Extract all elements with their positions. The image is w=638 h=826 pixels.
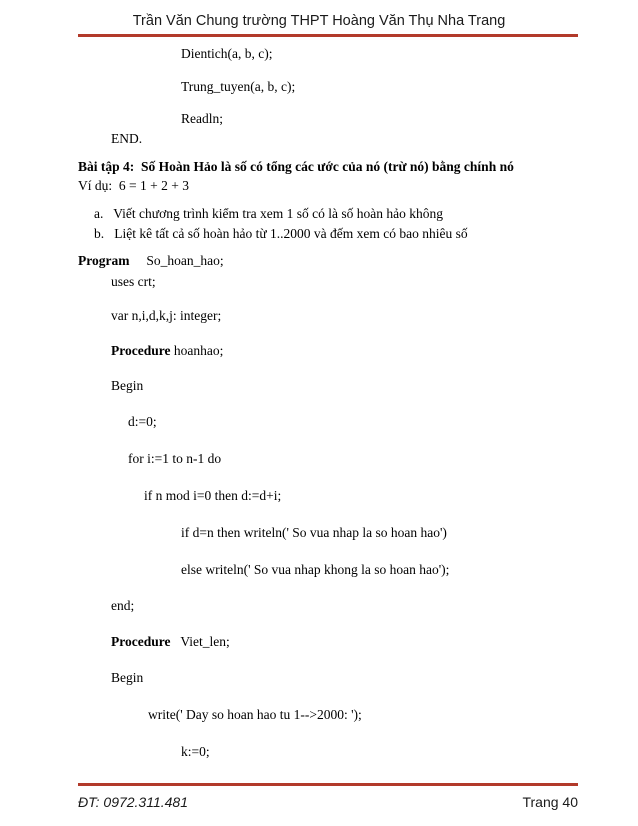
code-line [111,343,223,359]
code-line: d:=0; [128,414,157,429]
program-name: So_hoan_hao; [129,253,224,268]
code-line: else writeln(' So vua nhap khong la so hoan hao'); [181,562,450,577]
code-line: Trung_tuyen(a, b, c); [181,79,296,94]
task-item: b. Liệt kê tất cả số hoàn hảo từ 1..2000 và đếm xem có bao nhiêu số [94,226,468,241]
code-line: if d=n then writeln(' So vua nhap la so hoan hao') [181,525,447,540]
program-line [78,253,224,269]
code-line: END. [111,131,143,146]
task-item: a. Viết chương trình kiểm tra xem 1 số có là số hoàn hảo không [94,206,443,221]
code-line [111,634,230,650]
page-number: Trang 40 [522,794,578,810]
code-line: end; [111,598,135,613]
code-line: uses crt; [111,274,156,289]
code-line: Begin [111,670,144,685]
code-line: Begin [111,378,144,393]
footer-rule [78,783,578,786]
keyword: Procedure [111,634,171,649]
footer-phone: ĐT: 0972.311.481 [78,794,189,810]
code-line: for i:=1 to n-1 do [128,451,222,466]
keyword: Procedure [111,343,171,358]
code-line: k:=0; [181,744,210,759]
code-line: var n,i,d,k,j: integer; [111,308,222,323]
code-line: if n mod i=0 then d:=d+i; [144,488,282,503]
procedure-name: hoanhao; [170,343,224,358]
page-header: Trần Văn Chung trường THPT Hoàng Văn Thụ Nha Trang [132,13,506,29]
code-line: write(' Day so hoan hao tu 1-->2000: '); [148,707,362,722]
keyword: Program [78,253,130,268]
code-line: Dientich(a, b, c); [181,46,273,61]
exercise-heading: Bài tập 4: Số Hoàn Hảo là số có tổng các ước của nó (trừ nó) bằng chính nó [78,159,514,174]
example-line: Ví dụ: 6 = 1 + 2 + 3 [78,178,189,193]
procedure-name: Viet_len; [170,634,230,649]
header-rule [78,34,578,37]
code-line: Readln; [181,111,223,126]
